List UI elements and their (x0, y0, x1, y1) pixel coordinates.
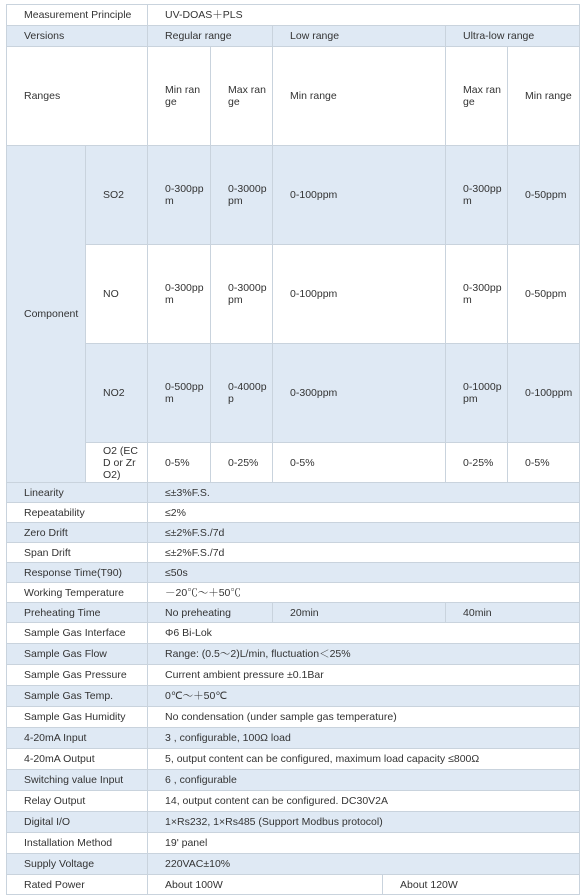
value-measurement-principle: UV-DOAS＋PLS (148, 5, 580, 26)
value-installation-method: 19' panel (148, 833, 580, 854)
label-switching-value-input: Switching value Input (7, 770, 148, 791)
row-component-no2 (7, 344, 580, 443)
value-response-time: ≤50s (148, 563, 580, 583)
component-name: NO (86, 245, 148, 344)
cell-regular-min: 0-300ppm (148, 146, 211, 245)
row-relay-output (7, 791, 580, 812)
row-digital-io (7, 812, 580, 833)
preheating-low: 20min (273, 603, 446, 623)
label-repeatability: Repeatability (7, 503, 148, 523)
version-regular: Regular range (148, 26, 273, 47)
cell-ultra-min: 0-100ppm (508, 344, 580, 443)
preheating-ultra-low: 40min (446, 603, 580, 623)
cell-low-max: 0-300ppm (446, 146, 508, 245)
row-linearity (7, 483, 580, 503)
label-sample-gas-temp: Sample Gas Temp. (7, 686, 148, 707)
label-linearity: Linearity (7, 483, 148, 503)
component-name: NO2 (86, 344, 148, 443)
row-installation-method (7, 833, 580, 854)
value-sample-gas-interface: Φ6 Bi-Lok (148, 623, 580, 644)
cell-low-max: 0-300ppm (446, 245, 508, 344)
row-component-o2 (7, 443, 580, 483)
value-sample-gas-humidity: No condensation (under sample gas temperature) (148, 707, 580, 728)
label-installation-method: Installation Method (7, 833, 148, 854)
cell-regular-max: 0-25% (211, 443, 273, 483)
label-preheating-time: Preheating Time (7, 603, 148, 623)
cell-low-min: 0-100ppm (273, 146, 446, 245)
label-sample-gas-pressure: Sample Gas Pressure (7, 665, 148, 686)
label-response-time: Response Time(T90) (7, 563, 148, 583)
row-sample-gas-temp (7, 686, 580, 707)
range-regular-min: Min range (148, 47, 211, 146)
component-name: SO2 (86, 146, 148, 245)
value-4-20ma-input: 3 , configurable, 100Ω load (148, 728, 580, 749)
row-span-drift (7, 543, 580, 563)
row-4-20ma-output (7, 749, 580, 770)
label-sample-gas-humidity: Sample Gas Humidity (7, 707, 148, 728)
label-supply-voltage: Supply Voltage (7, 854, 148, 875)
label-relay-output: Relay Output (7, 791, 148, 812)
cell-regular-max: 0-4000pp (211, 344, 273, 443)
label-sample-gas-flow: Sample Gas Flow (7, 644, 148, 665)
cell-low-max: 0-25% (446, 443, 508, 483)
row-sample-gas-flow (7, 644, 580, 665)
label-sample-gas-interface: Sample Gas Interface (7, 623, 148, 644)
label-ranges: Ranges (7, 47, 148, 146)
value-supply-voltage: 220VAC±10% (148, 854, 580, 875)
value-rated-power-b: About 120W (383, 875, 580, 895)
row-measurement-principle (7, 5, 580, 26)
row-switching-value-input (7, 770, 580, 791)
cell-ultra-min: 0-5% (508, 443, 580, 483)
cell-low-min: 0-300ppm (273, 344, 446, 443)
label-digital-io: Digital I/O (7, 812, 148, 833)
preheating-regular: No preheating (148, 603, 273, 623)
label-rated-power: Rated Power (7, 875, 148, 895)
cell-low-max: 0-1000ppm (446, 344, 508, 443)
row-sample-gas-pressure (7, 665, 580, 686)
row-zero-drift (7, 523, 580, 543)
component-name: O2 (ECD or ZrO2) (86, 443, 148, 483)
cell-regular-min: 0-500ppm (148, 344, 211, 443)
value-zero-drift: ≤±2%F.S./7d (148, 523, 580, 543)
row-rated-power (7, 875, 580, 895)
label-4-20ma-output: 4-20mA Output (7, 749, 148, 770)
value-working-temperature: －20℃～＋50℃ (148, 583, 580, 603)
value-span-drift: ≤±2%F.S./7d (148, 543, 580, 563)
value-relay-output: 14, output content can be configured. DC30V2A (148, 791, 580, 812)
cell-regular-min: 0-300ppm (148, 245, 211, 344)
cell-ultra-min: 0-50ppm (508, 245, 580, 344)
value-repeatability: ≤2% (148, 503, 580, 523)
value-4-20ma-output: 5, output content can be configured, maximum load capacity ≤800Ω (148, 749, 580, 770)
row-working-temperature (7, 583, 580, 603)
range-low-min: Min range (273, 47, 446, 146)
value-sample-gas-temp: 0℃～＋50℃ (148, 686, 580, 707)
row-ranges (7, 47, 580, 146)
label-component: Component (7, 146, 86, 483)
row-supply-voltage (7, 854, 580, 875)
row-repeatability (7, 503, 580, 523)
version-ultra-low: Ultra-low range (446, 26, 580, 47)
row-component-so2 (7, 146, 580, 245)
cell-regular-min: 0-5% (148, 443, 211, 483)
label-versions: Versions (7, 26, 148, 47)
label-zero-drift: Zero Drift (7, 523, 148, 543)
range-regular-max: Max range (211, 47, 273, 146)
cell-regular-max: 0-3000ppm (211, 245, 273, 344)
label-span-drift: Span Drift (7, 543, 148, 563)
row-4-20ma-input (7, 728, 580, 749)
specification-table (6, 4, 580, 895)
row-component-no (7, 245, 580, 344)
row-sample-gas-interface (7, 623, 580, 644)
range-ultra-min: Min range (508, 47, 580, 146)
value-linearity: ≤±3%F.S. (148, 483, 580, 503)
value-rated-power-a: About 100W (148, 875, 383, 895)
label-working-temperature: Working Temperature (7, 583, 148, 603)
row-response-time (7, 563, 580, 583)
range-low-max: Max range (446, 47, 508, 146)
cell-ultra-min: 0-50ppm (508, 146, 580, 245)
version-low: Low range (273, 26, 446, 47)
cell-low-min: 0-100ppm (273, 245, 446, 344)
row-sample-gas-humidity (7, 707, 580, 728)
label-4-20ma-input: 4-20mA Input (7, 728, 148, 749)
value-sample-gas-flow: Range: (0.5～2)L/min, fluctuation＜25% (148, 644, 580, 665)
value-digital-io: 1×Rs232, 1×Rs485 (Support Modbus protocol) (148, 812, 580, 833)
spec-table-wrapper (6, 4, 580, 895)
label-measurement-principle: Measurement Principle (7, 5, 148, 26)
cell-low-min: 0-5% (273, 443, 446, 483)
value-sample-gas-pressure: Current ambient pressure ±0.1Bar (148, 665, 580, 686)
cell-regular-max: 0-3000ppm (211, 146, 273, 245)
value-switching-value-input: 6 , configurable (148, 770, 580, 791)
row-versions (7, 26, 580, 47)
